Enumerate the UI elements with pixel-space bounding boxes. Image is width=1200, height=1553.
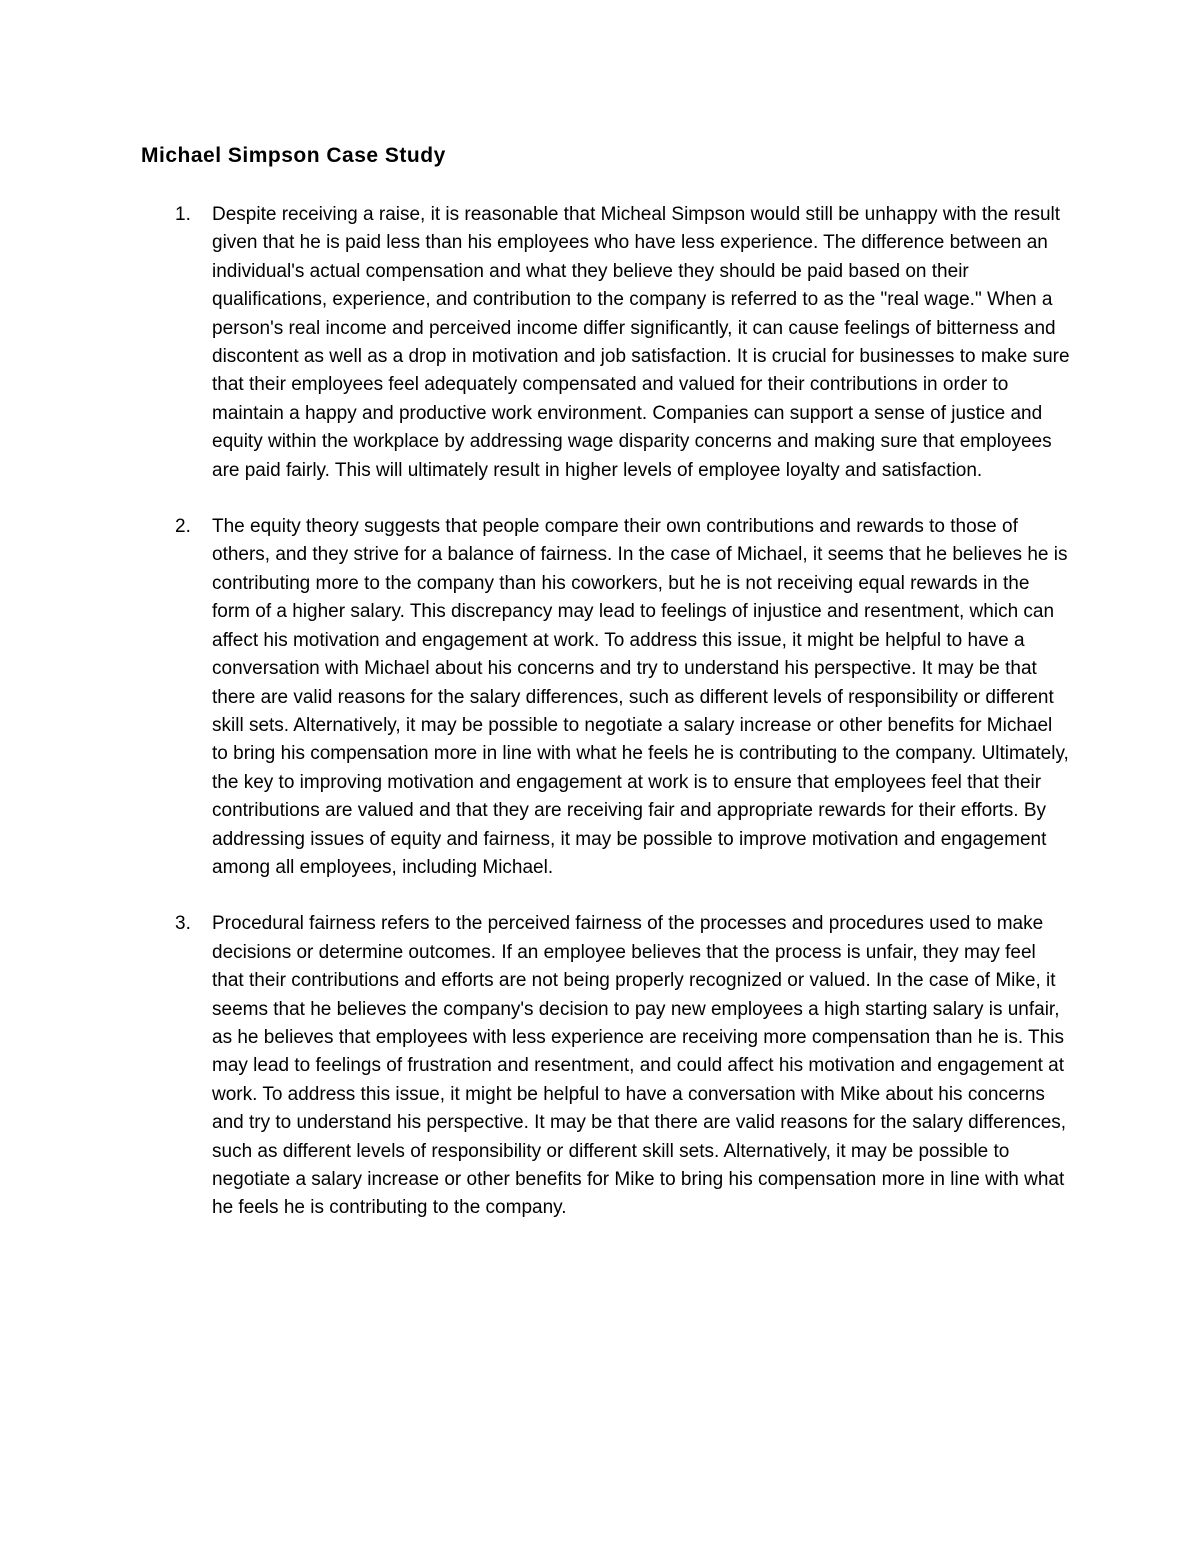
list-item-text: The equity theory suggests that people compare their own contributions and rewards to those of others, and they strive for a balance of fairness. In the case of Michael, it seems that he believes he is contributing more to the company than his coworkers, but he is not receiving equal rewards in the form of a higher salary. This discrepancy may lead to feelings of injustice and resentment, which can affect his motivation and engagement at work. To address this issue, it might be helpful to have a conversation with Michael about his concerns and try to understand his perspective. It may be that there are valid reasons for the salary differences, such as different levels of responsibility or different skill sets. Alternatively, it may be possible to negotiate a salary increase or other benefits for Michael to bring his compensation more in line with what he feels he is contributing to the company. Ultimately, the key to improving motivation and engagement at work is to ensure that employees feel that their contributions are valued and that they are receiving fair and appropriate rewards for their efforts. By addressing issues of equity and fairness, it may be possible to improve motivation and engagement among all employees, including Michael.: [212, 516, 1069, 878]
list-item-text: Procedural fairness refers to the perceived fairness of the processes and procedures used to make decisions or determine outcomes. If an employee believes that the process is unfair, they may feel that their contributions and efforts are not being properly recognized or valued. In the case of Mike, it seems that he believes the company's decision to pay new employees a high starting salary is unfair, as he believes that employees with less experience are receiving more compensation than he is. This may lead to feelings of frustration and resentment, and could affect his motivation and engagement at work. To address this issue, it might be helpful to have a conversation with Mike about his concerns and try to understand his perspective. It may be that there are valid reasons for the salary differences, such as different levels of responsibility or different skill sets. Alternatively, it may be possible to negotiate a salary increase or other benefits for Mike to bring his compensation more in line with what he feels he is contributing to the company.: [212, 913, 1067, 1219]
document-title: Michael Simpson Case Study: [141, 144, 446, 167]
list-item-text: Despite receiving a raise, it is reasonable that Micheal Simpson would still be unhappy with the result given that he is paid less than his employees who have less experience. The difference between an individual's actual compensation and what they believe they should be paid based on their qualifications, experience, and contribution to the company is referred to as the "real wage." When a person's real income and perceived income differ significantly, it can cause feelings of bitterness and discontent as well as a drop in motivation and job satisfaction. It is crucial for businesses to make sure that their employees feel adequately compensated and valued for their contributions in order to maintain a happy and productive work environment. Companies can support a sense of justice and equity within the workplace by addressing wage disparity concerns and making sure that employees are paid fairly. This will ultimately result in higher levels of employee loyalty and satisfaction.: [212, 204, 1070, 481]
list-item-number: 3.: [175, 913, 191, 935]
list-item: [175, 910, 1072, 1222]
list-item-number: 2.: [175, 516, 191, 538]
list-item: [175, 201, 1072, 485]
list-item: [175, 513, 1072, 882]
list-item-number: 1.: [175, 204, 191, 225]
answer-list: [175, 201, 1072, 1251]
